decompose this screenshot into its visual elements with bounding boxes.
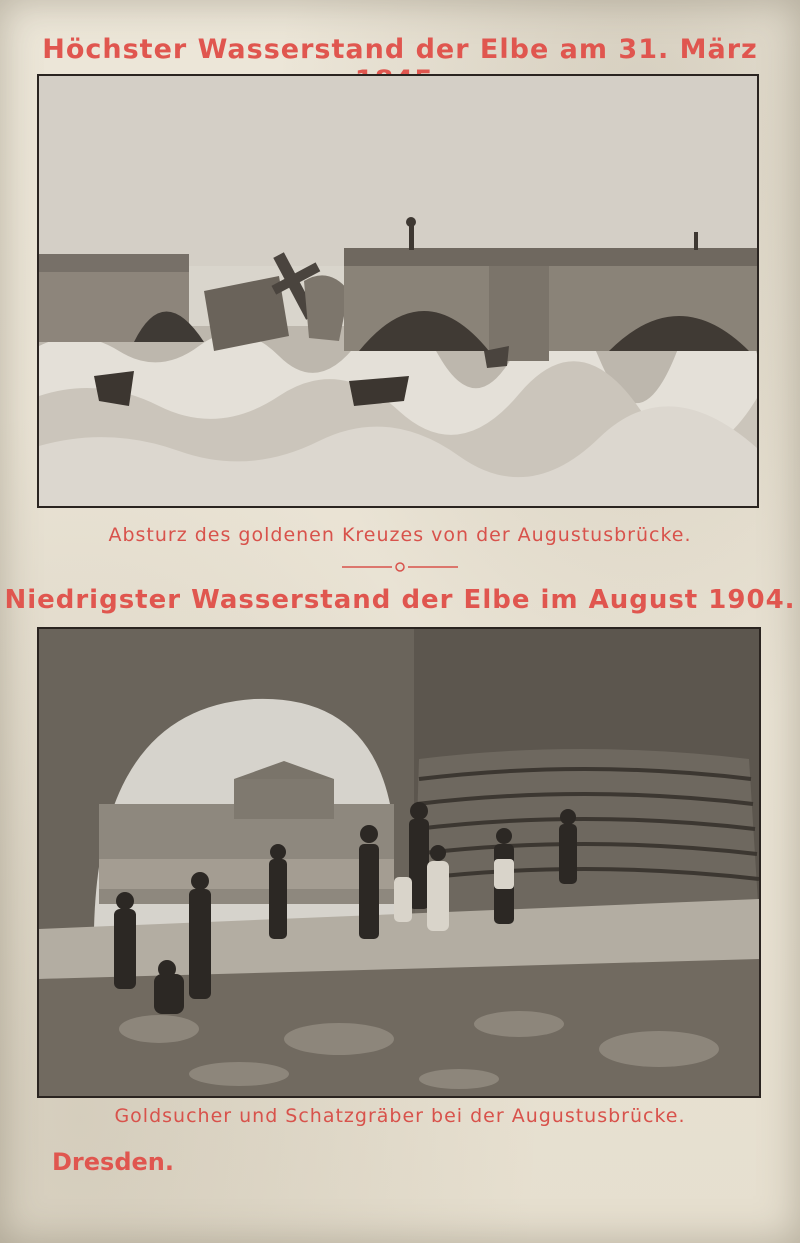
title-1845: Höchster Wasserstand der Elbe am 31. März (42, 34, 758, 65)
flood-illustration (37, 74, 759, 508)
caption-cross-falling: Absturz des goldenen Kreuzes von der Augustusbrücke. (108, 524, 692, 546)
title-1904: Niedrigster Wasserstand der Elbe im August 1904. (4, 585, 796, 615)
flood-bridge-drawing (39, 76, 757, 506)
riverbed-photo (37, 627, 761, 1098)
caption-gold-seekers: Goldsucher und Schatzgräber bei der Augustusbrücke. (114, 1105, 686, 1127)
place-name: Dresden. (52, 1148, 174, 1176)
ornament-divider (342, 560, 458, 574)
dry-riverbed-drawing (39, 629, 759, 1096)
